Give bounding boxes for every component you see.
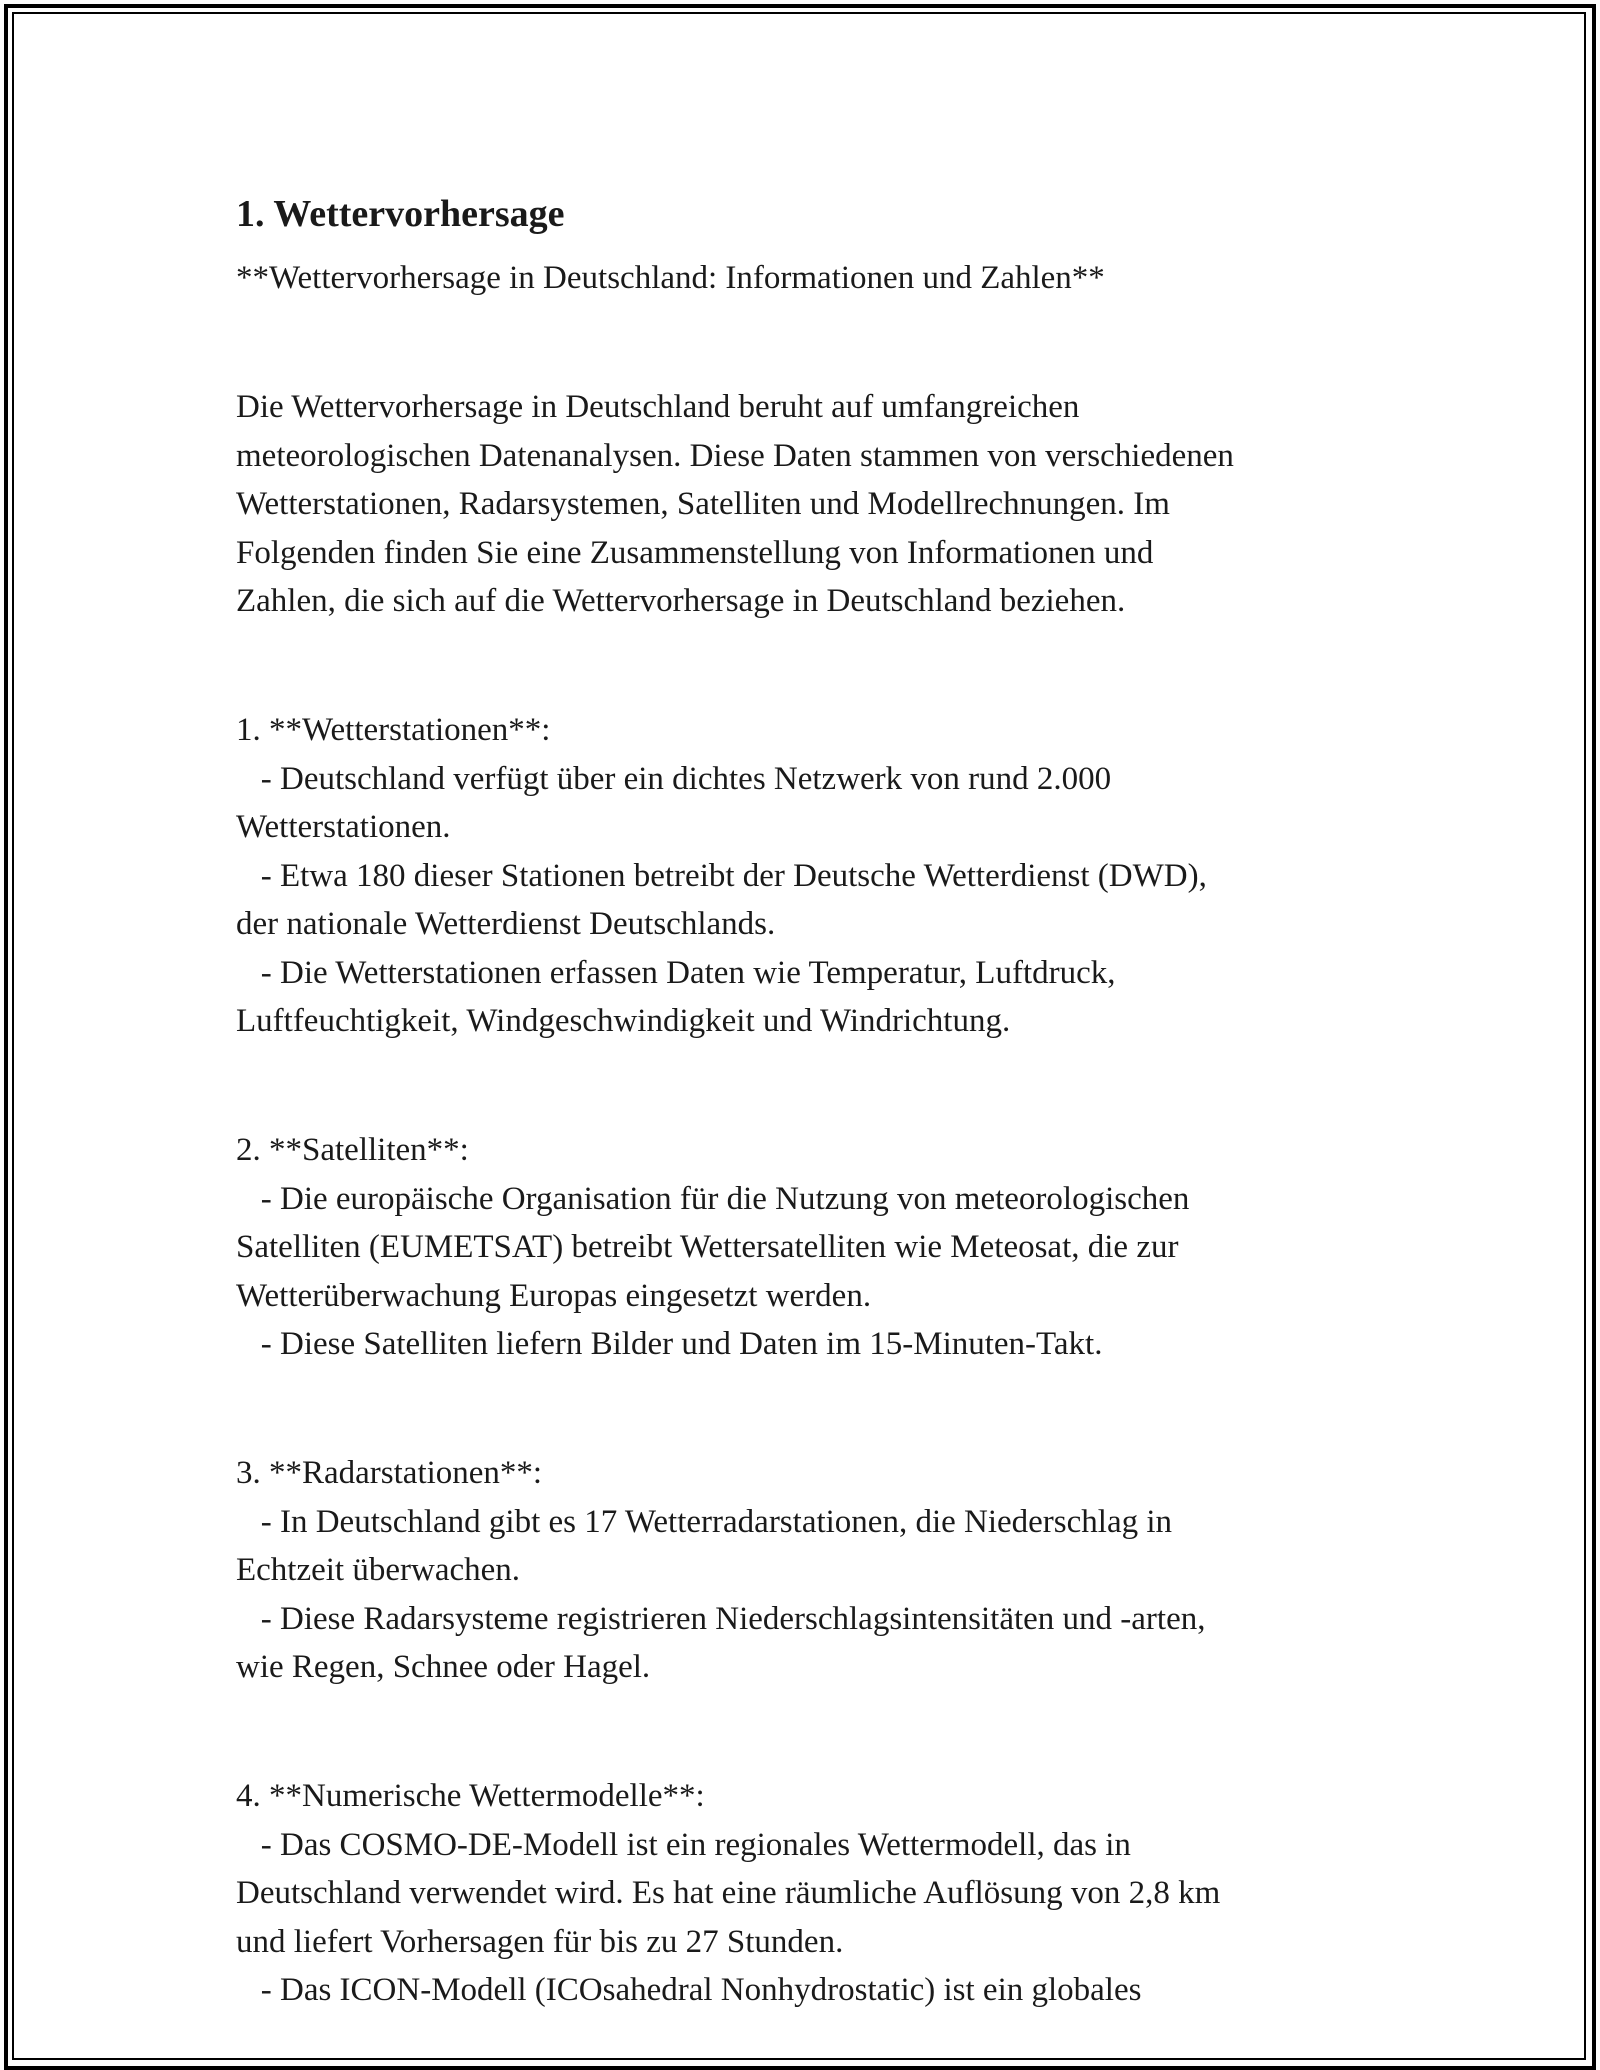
- text-line: - Diese Radarsysteme registrieren Niederschlagsintensitäten und -arten,: [236, 1600, 1206, 1637]
- text-line: - Deutschland verfügt über ein dichtes Netzwerk von rund 2.000: [236, 760, 1112, 797]
- text-line: 2. **Satelliten**:: [236, 1132, 469, 1168]
- text-line: Wetterstationen, Radarsystemen, Satelliten und Modellrechnungen. Im: [236, 486, 1170, 522]
- text-line: 1. **Wetterstationen**:: [236, 712, 551, 748]
- section-heading: 1. Wettervorhersage: [236, 193, 565, 235]
- text-line: Folgenden finden Sie eine Zusammenstellung von Informationen und: [236, 534, 1154, 571]
- text-line: - In Deutschland gibt es 17 Wetterradarstationen, die Niederschlag in: [236, 1503, 1173, 1540]
- text-line: Die Wettervorhersage in Deutschland beruht auf umfangreichen: [236, 389, 1080, 425]
- text-line: 3. **Radarstationen**:: [236, 1455, 543, 1491]
- text-line: und liefert Vorhersagen für bis zu 27 Stunden.: [236, 1923, 844, 1960]
- text-line: **Wettervorhersage in Deutschland: Informationen und Zahlen**: [236, 260, 1105, 296]
- text-line: Wetterstationen.: [236, 809, 451, 845]
- text-line: - Diese Satelliten liefern Bilder und Daten im 15-Minuten-Takt.: [236, 1326, 1103, 1362]
- text-line: meteorologischen Datenanalysen. Diese Daten stammen von verschiedenen: [236, 437, 1234, 474]
- blank-line: [236, 642, 1366, 691]
- blank-line: [236, 1708, 1366, 1757]
- text-line: Satelliten (EUMETSAT) betreibt Wettersatelliten wie Meteosat, die zur: [236, 1229, 1179, 1265]
- document-body: [236, 184, 1366, 2015]
- blank-line: [236, 1062, 1366, 1111]
- text-line: - Etwa 180 dieser Stationen betreibt der Deutsche Wetterdienst (DWD),: [236, 857, 1207, 894]
- text-line: 4. **Numerische Wettermodelle**:: [236, 1778, 705, 1814]
- blank-line: [236, 319, 1366, 368]
- text-line: der nationale Wetterdienst Deutschlands.: [236, 906, 776, 942]
- text-line: - Das COSMO-DE-Modell ist ein regionales Wettermodell, das in: [236, 1826, 1131, 1863]
- text-line: Deutschland verwendet wird. Es hat eine räumliche Auflösung von 2,8 km: [236, 1875, 1221, 1911]
- text-line: Luftfeuchtigkeit, Windgeschwindigkeit und Windrichtung.: [236, 1003, 1011, 1039]
- text-line: Zahlen, die sich auf die Wettervorhersage in Deutschland beziehen.: [236, 583, 1126, 619]
- blank-line: [236, 1385, 1366, 1434]
- document-text: [236, 254, 1366, 2015]
- text-line: Wetterüberwachung Europas eingesetzt werden.: [236, 1277, 872, 1314]
- text-line: wie Regen, Schnee oder Hagel.: [236, 1649, 651, 1685]
- text-line: Echtzeit überwachen.: [236, 1552, 521, 1588]
- text-line: - Das ICON-Modell (ICOsahedral Nonhydrostatic) ist ein globales: [236, 1972, 1142, 2008]
- text-line: - Die Wetterstationen erfassen Daten wie Temperatur, Luftdruck,: [236, 954, 1116, 991]
- text-line: - Die europäische Organisation für die Nutzung von meteorologischen: [236, 1180, 1190, 1217]
